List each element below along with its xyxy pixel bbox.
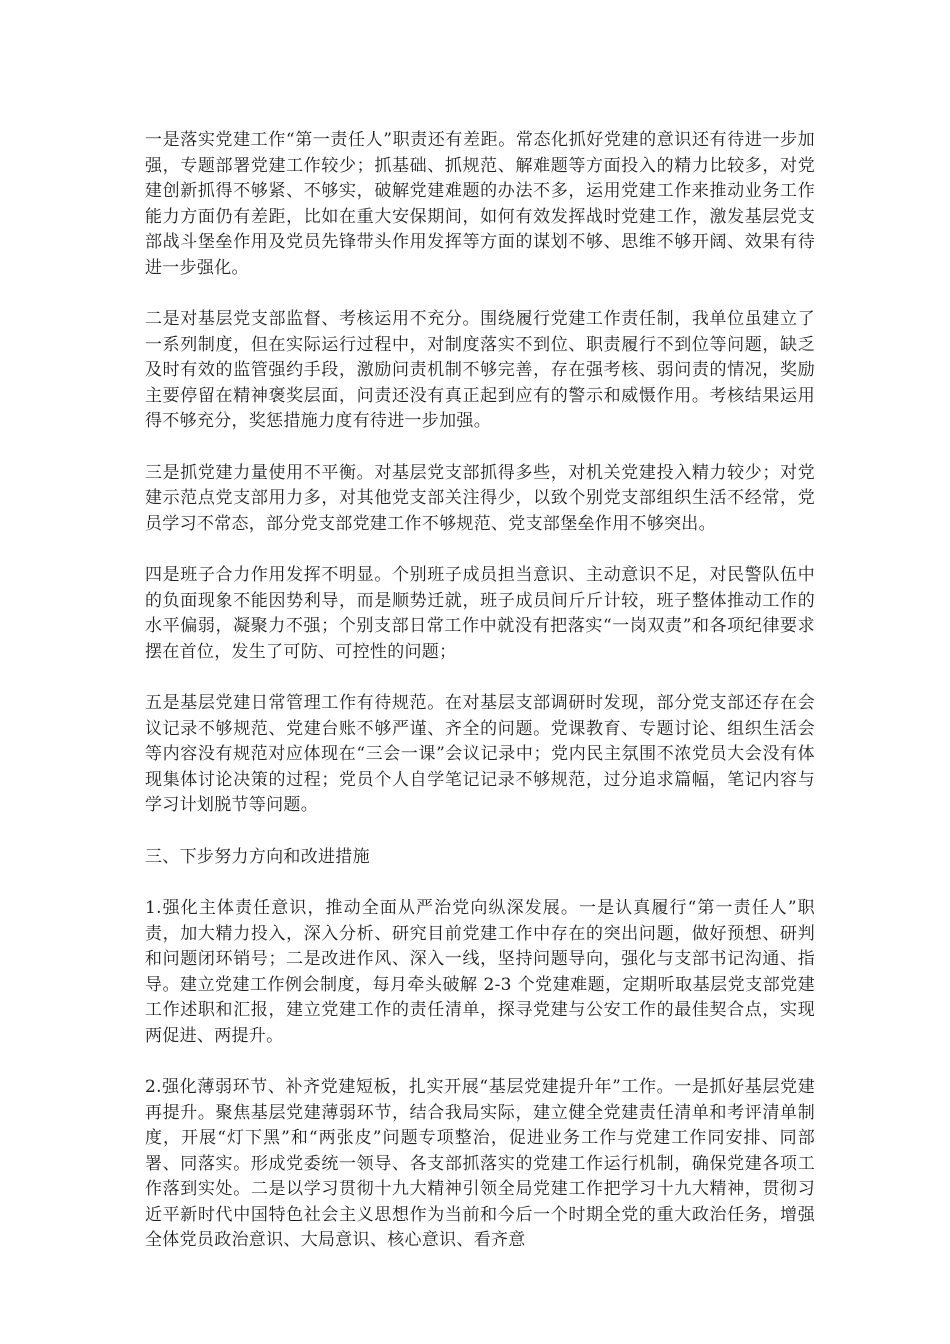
measure-2: 2.强化薄弱环节、补齐党建短板，扎实开展“基层党建提升年”工作。一是抓好基层党建再提升。聚焦基层党建薄弱环节，结合我局实际，建立健全党建责任清单和考评清单制度，开展“灯下黑”和“两张皮”问题专项整治，促进业务工作与党建工作同安排、同部署、同落实。形成党委统一领导、各支部抓落实的党建工作运行机制，确保党建各项工作落到实处。二是以学习贯彻十九大精神引领全局党建工作把学习十九大精神，贯彻习近平新时代中国特色社会主义思想作为当前和今后一个时期全党的重大政治任务，增强全体党员政治意识、大局意识、核心意识、看齐意 <box>145 1077 815 1250</box>
paragraph-4: 四是班子合力作用发挥不明显。个别班子成员担当意识、主动意识不足，对民警队伍中的负面现象不能因势利导，而是顺势迁就，班子成员间斤斤计较，班子整体推动工作的水平偏弱，凝聚力不强；个别支部日常工作中就没有把落实“一岗双责”和各项纪律要求摆在首位，发生了可防、可控性的问题； <box>145 565 815 662</box>
paragraph-5: 五是基层党建日常管理工作有待规范。在对基层支部调研时发现，部分党支部还存在会议记录不够规范、党建台账不够严谨、齐全的问题。党课教育、专题讨论、组织生活会等内容没有规范对应体现在“三会一课”会议记录中；党内民主氛围不浓党员大会没有体现集体讨论决策的过程；党员个人自学笔记记录不够规范，过分追求篇幅，笔记内容与学习计划脱节等问题。 <box>145 693 815 815</box>
paragraph-3: 三是抓党建力量使用不平衡。对基层党支部抓得多些，对机关党建投入精力较少；对党建示范点党支部用力多，对其他党支部关注得少，以致个别党支部组织生活不经常，党员学习不常态，部分党支部党建工作不够规范、党支部堡垒作用不够突出。 <box>145 462 815 534</box>
paragraph-2: 二是对基层党支部监督、考核运用不充分。围绕履行党建工作责任制，我单位虽建立了一系列制度，但在实际运行过程中，对制度落实不到位、职责履行不到位等问题，缺乏及时有效的监管强约手段，激励问责机制不够完善，存在强考核、弱问责的情况，奖励主要停留在精神褒奖层面，问责还没有真正起到应有的警示和威慑作用。考核结果运用得不够充分，奖惩措施力度有待进一步加强。 <box>145 309 815 431</box>
section-heading: 三、下步努力方向和改进措施 <box>145 846 370 867</box>
paragraph-1: 一是落实党建工作“第一责任人”职责还有差距。常态化抓好党建的意识还有待进一步加强，专题部署党建工作较少；抓基础、抓规范、解难题等方面投入的精力比较多，对党建创新抓得不够紧、不够实，破解党建难题的办法不多，运用党建工作来推动业务工作能力方面仍有差距，比如在重大安保期间，如何有效发挥战时党建工作，激发基层党支部战斗堡垒作用及党员先锋带头作用发挥等方面的谋划不够、思维不够开阔、效果有待进一步强化。 <box>145 130 815 278</box>
measure-1: 1.强化主体责任意识，推动全面从严治党向纵深发展。一是认真履行“第一责任人”职责，加大精力投入，深入分析、研究目前党建工作中存在的突出问题，做好预想、研判和问题闭环销号；二是改进作风、深入一线，坚持问题导向，强化与支部书记沟通、指导。建立党建工作例会制度，每月牵头破解 2-3 个党建难题，定期听取基层党支部党建工作述职和汇报，建立党建工作的责任清单，探寻党建与公安工作的最佳契合点，实现两促进、两提升。 <box>145 898 815 1046</box>
document-page <box>145 128 815 1280</box>
